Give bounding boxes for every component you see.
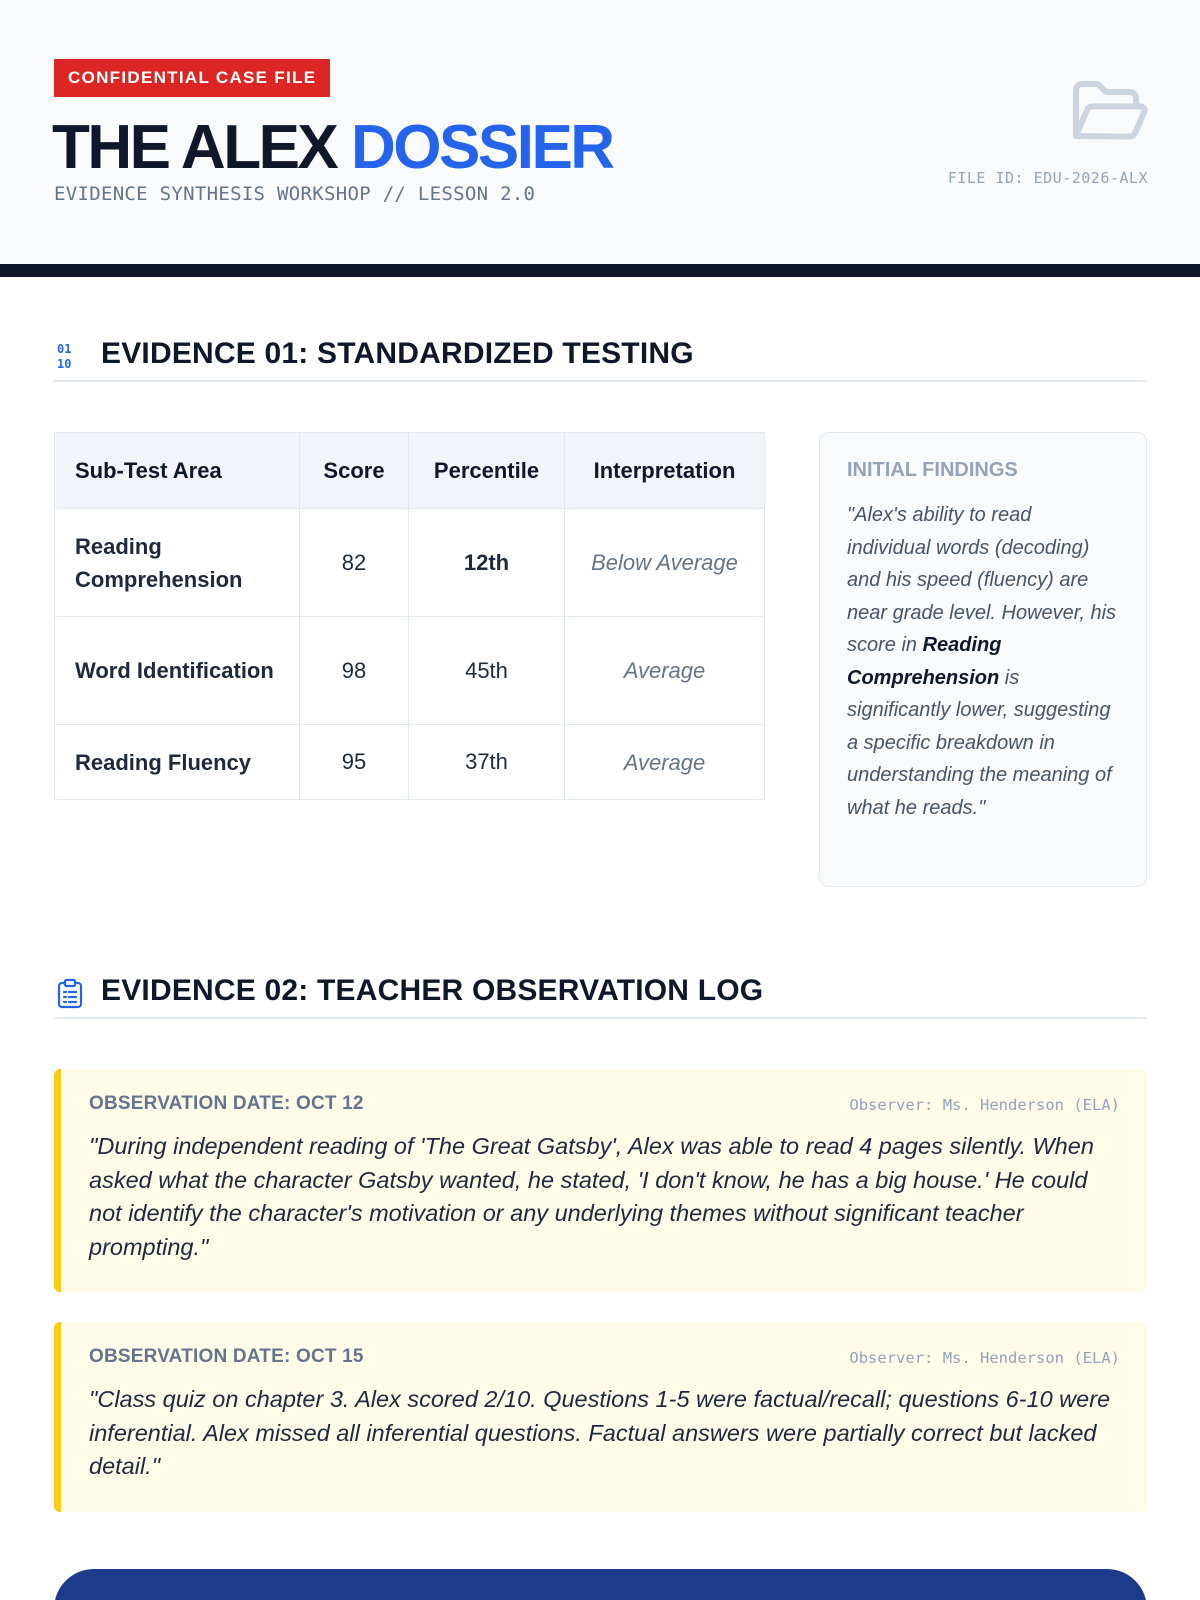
interpretation: Below Average [565, 509, 765, 617]
file-id: FILE ID: EDU-2026-ALX [947, 169, 1148, 187]
observation-date: OBSERVATION DATE: OCT 15 [89, 1346, 364, 1367]
column-header: Percentile [409, 433, 565, 509]
header-divider [0, 264, 1200, 277]
findings-text-bold: Reading Comprehension [847, 634, 1002, 689]
clipboard-list-icon [54, 977, 86, 1009]
title-accent: DOSSIER [351, 113, 613, 182]
observer-name: Observer: Ms. Henderson (ELA) [849, 1349, 1120, 1367]
percentile: 45th [409, 617, 565, 725]
interpretation: Average [565, 617, 765, 725]
score: 98 [300, 617, 409, 725]
evidence-02-heading [54, 973, 1147, 1019]
folder-open-icon [1068, 76, 1148, 146]
page-subtitle: EVIDENCE SYNTHESIS WORKSHOP // LESSON 2.0 [54, 183, 536, 205]
table-row [55, 617, 765, 725]
confidential-stamp: CONFIDENTIAL CASE FILE [54, 59, 330, 97]
score: 82 [300, 509, 409, 617]
findings-text-before: "Alex's ability to read individual words (decoding) and his speed (fluency) are near grade level. However, his score in [847, 504, 1117, 656]
percentile: 37th [409, 725, 565, 800]
column-header: Score [300, 433, 409, 509]
percentile: 12th [409, 509, 565, 617]
evidence-01-heading [54, 336, 1147, 382]
table-row [55, 509, 765, 617]
dossier-header [0, 0, 1200, 264]
score: 95 [300, 725, 409, 800]
interpretation: Average [565, 725, 765, 800]
initial-findings-card [819, 432, 1147, 887]
observer-name: Observer: Ms. Henderson (ELA) [849, 1096, 1120, 1114]
column-header: Sub-Test Area [55, 433, 300, 509]
findings-label: INITIAL FINDINGS [847, 459, 1018, 481]
table-header-row [55, 433, 765, 509]
evidence-02-title: EVIDENCE 02: TEACHER OBSERVATION LOG [101, 974, 764, 1007]
observation-text: "During independent reading of 'The Great Gatsby', Alex was able to read 4 pages silently. When asked what the character Gatsby wanted, he stated, 'I don't know, he has a big house.' He could not identify the character's motivation or any underlying themes without significant teacher prompting." [89, 1133, 1094, 1260]
svg-text:01: 01 [57, 342, 72, 356]
svg-text:10: 10 [57, 357, 72, 371]
subtest-area: Word Identification [55, 617, 300, 725]
table-row [55, 725, 765, 800]
binary-icon [54, 340, 86, 372]
subtest-area: Reading Fluency [55, 725, 300, 800]
test-scores-table [54, 432, 765, 800]
subtest-area: Reading Comprehension [55, 509, 300, 617]
findings-text-after: is significantly lower, suggesting a specific breakdown in understanding the meaning of what he reads." [847, 666, 1112, 819]
next-section-banner [54, 1569, 1147, 1600]
column-header: Interpretation [565, 433, 765, 509]
observation-entry [54, 1322, 1147, 1512]
page-title [52, 108, 613, 188]
title-main: THE ALEX [52, 113, 337, 182]
observation-entry [54, 1069, 1147, 1292]
observation-date: OBSERVATION DATE: OCT 12 [89, 1093, 364, 1114]
observation-text: "Class quiz on chapter 3. Alex scored 2/10. Questions 1-5 were factual/recall; questions 6-10 were inferential. Alex missed all inferential questions. Factual answers were partially correct but lacked detail." [89, 1386, 1111, 1479]
findings-text [847, 499, 1119, 824]
evidence-01-title: EVIDENCE 01: STANDARDIZED TESTING [101, 337, 694, 370]
